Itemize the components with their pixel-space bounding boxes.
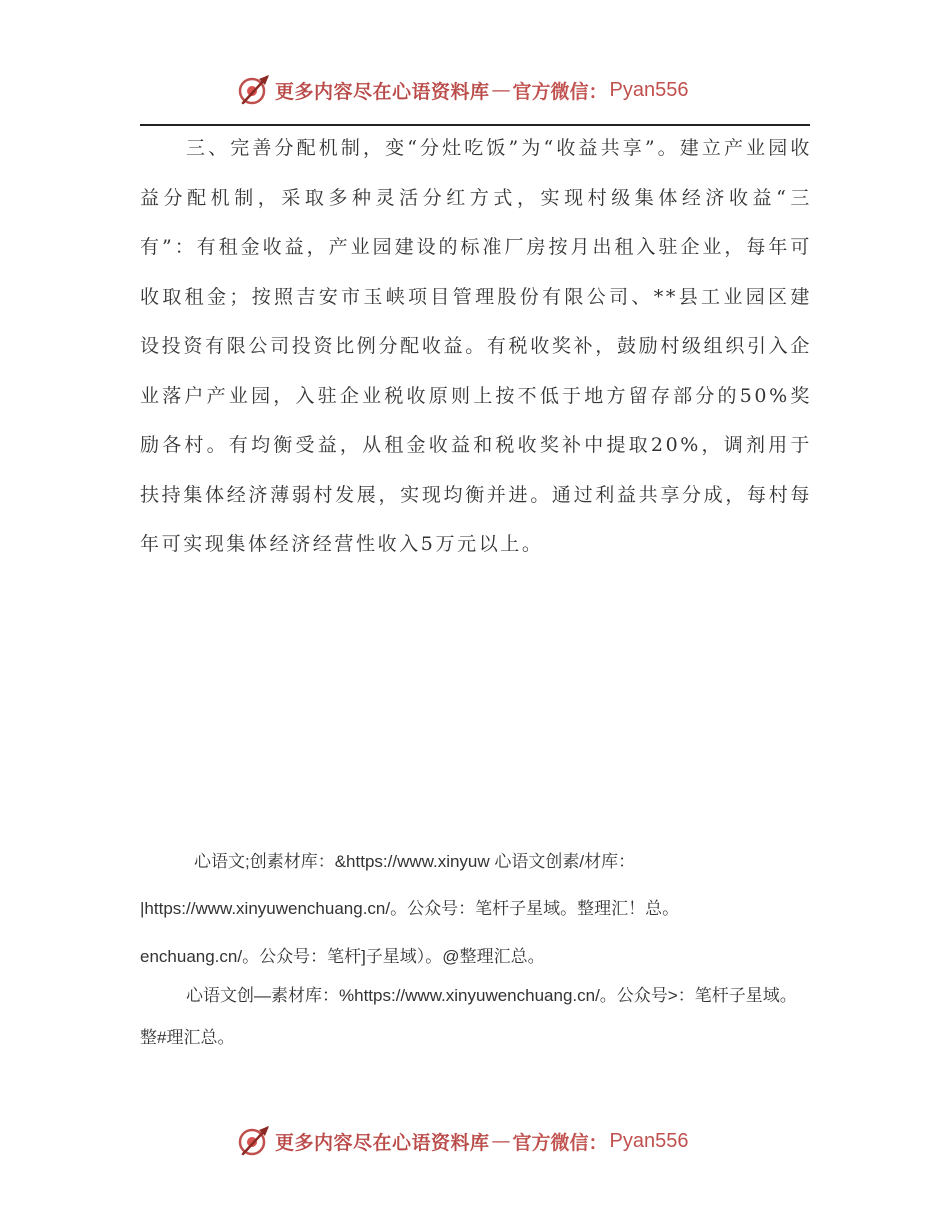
quill-logo-icon — [237, 73, 271, 107]
footer-wechat-label: 官方微信： — [512, 1131, 608, 1154]
footer-brand-text: 更多内容尽在心语资料库 — [275, 1131, 490, 1154]
header-dash: — — [491, 79, 511, 101]
body-paragraph: 三、完善分配机制，变“分灶吃饭”为“收益共享”。建立产业园收益分配机制，采取多种灵活分红方式，实现村级集体经济收益“三有”：有租金收益，产业园建设的标准厂房按月出租入驻企业，每年可收取租金；按照吉安市玉峡项目管理股份有限公司、**县工业园区建设投资有限公司投资比例分配收益。有税收奖补，鼓励村级组织引入企业落户产业园，入驻企业税收原则上按不低于地方留存部分的50%奖励各村。有均衡受益，从租金收益和税收奖补中提取20%，调剂用于扶持集体经济薄弱村发展，实现均衡并进。通过利益共享分成，每村每年可实现集体经济经营性收入5万元以上。 — [140, 137, 812, 555]
credit-line-3: enchuang.cn/。公众号：笔杆]子星域）。@整理汇总。 — [140, 947, 545, 966]
footer-banner — [237, 1123, 689, 1159]
credit-line-2: |https://www.xinyuwenchuang.cn/。公众号：笔杆子星域。整理汇！总。 — [140, 899, 680, 918]
header-banner — [237, 72, 689, 108]
quill-logo-icon — [237, 1124, 271, 1158]
header-brand-text: 更多内容尽在心语资料库 — [275, 80, 490, 103]
header-wechat-id: Pyan556 — [609, 78, 689, 101]
footer-wechat-id: Pyan556 — [609, 1129, 689, 1152]
credit-line-4: 心语文创—素材库：%https://www.xinyuwenchuang.cn/。公众号>：笔杆子星域。整#理汇总。 — [140, 986, 797, 1047]
header-wechat-label: 官方微信： — [512, 80, 608, 103]
credits-block — [140, 843, 810, 1059]
credit-line-1: 心语文;创素材库：&https://www.xinyuw 心语文创素/材库： — [194, 852, 636, 871]
footer-dash: — — [491, 1130, 511, 1152]
